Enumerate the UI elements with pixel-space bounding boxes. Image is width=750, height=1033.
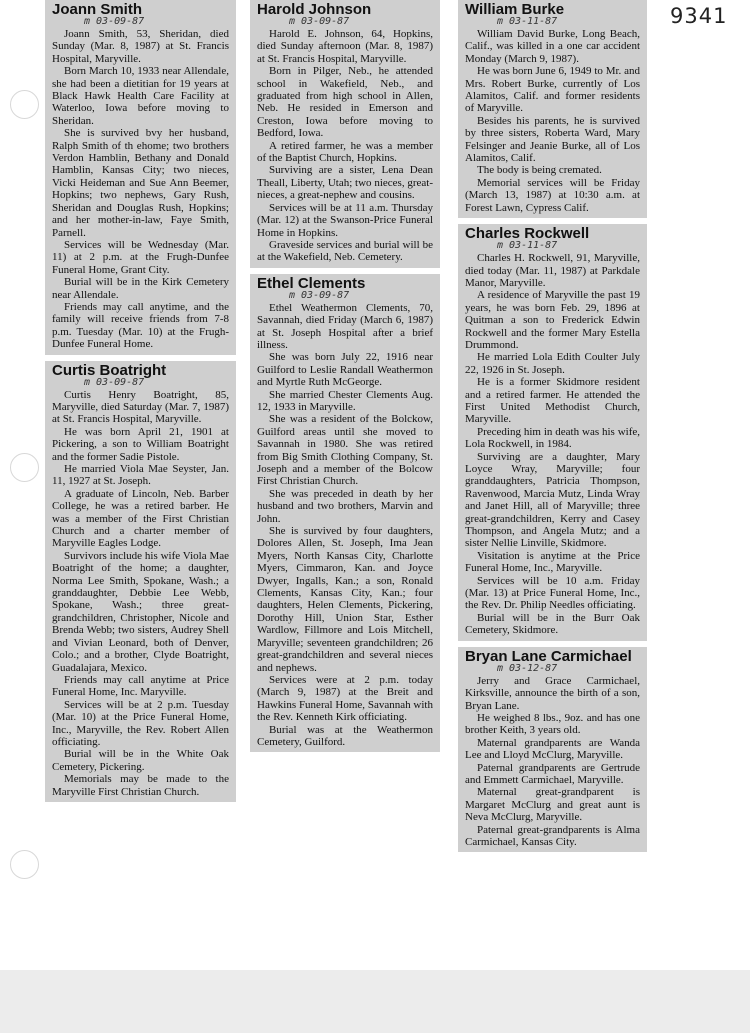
binder-hole-middle (10, 453, 39, 482)
clipping-paragraph: She married Chester Clements Aug. 12, 1933 in Maryville. (257, 388, 433, 413)
clipping-paragraph: Surviving are a daughter, Mary Loyce Wray, Maryville; four granddaughters, Patricia Thompson, Ravenwood, Marcia Mutz, Linda Wray and Janet Hill, all of Maryville; three great-grandchildren, Kerry and Casey Thompson, and Angela Mutz; and a sister Nellie Linville, Skidmore. (465, 450, 640, 550)
clipping-paragraph: Ethel Weathermon Clements, 70, Savannah, died Friday (March 6, 1987) at St. Joseph Hospital after a brief illness. (257, 301, 433, 351)
clipping-paragraph: Burial will be in the Burr Oak Cemetery, Skidmore. (465, 611, 640, 637)
clipping-paragraph: Born in Pilger, Neb., he attended school in Wakefield, Neb., and graduated from high school in Allen, Neb. He resided in Emerson and Creston, Iowa before moving to Bedford, Iowa. (257, 65, 433, 140)
clipping-title: Charles Rockwell (465, 225, 590, 243)
clipping-paragraph: Preceding him in death was his wife, Lola Rockwell, in 1984. (465, 425, 640, 451)
clipping-paragraph: She was born July 22, 1916 near Guilford to Leslie Randall Weathermon and Myrtle Ruth McGeorge. (257, 351, 433, 389)
page-number: 9341 (670, 4, 728, 28)
clipping-paragraph: He was born June 6, 1949 to Mr. and Mrs. Robert Burke, currently of Los Alamitos, Calif. and former residents of Maryville. (465, 65, 640, 115)
clipping-paragraph: Harold E. Johnson, 64, Hopkins, died Sunday afternoon (Mar. 8, 1987) at St. Francis Hospital, Maryville. (257, 28, 433, 65)
clipping-paragraph: He married Viola Mae Seyster, Jan. 11, 1927 at St. Joseph. (52, 463, 229, 488)
obituary-clipping (458, 647, 647, 853)
obituary-clipping (458, 224, 647, 641)
clipping-paragraph: Visitation is anytime at the Price Funeral Home, Inc., Maryville. (465, 549, 640, 575)
clipping-paragraph: Maternal great-grandparent is Margaret McClurg and great aunt is Neva McClurg, Maryville. (465, 786, 640, 824)
clipping-paragraph: Paternal great-grandparents is Alma Carmichael, Kansas City. (465, 823, 640, 848)
clipping-paragraph: He is a former Skidmore resident and a retired farmer. He attended the First United Methodist Church, Maryville. (465, 376, 640, 426)
clipping-paragraph: Memorial services will be Friday (March 13, 1987) at 10:30 a.m. at Forest Lawn, Cypress Calif. (465, 176, 640, 214)
clipping-paragraph: Friends may call anytime, and the family will receive friends from 7-8 p.m. Tuesday (Mar. 10) at the Frugh-Dunfee Funeral Home. (52, 300, 229, 351)
handwritten-date: m 03-09-87 (84, 376, 145, 388)
obituary-clipping (250, 274, 440, 753)
handwritten-date: m 03-12-87 (497, 662, 558, 674)
clipping-title: Curtis Boatright (52, 361, 167, 379)
clipping-paragraph: Surviving are a sister, Lena Dean Theall, Liberty, Utah; two nieces, great-nieces, a great-nephew and cousins. (257, 164, 433, 202)
handwritten-date: m 03-11-87 (497, 240, 558, 252)
scan-bottom-edge (0, 970, 750, 1033)
clipping-paragraph: Paternal grandparents are Gertrude and Emmett Carmichael, Maryville. (465, 761, 640, 786)
clipping-paragraph: A retired farmer, he was a member of the Baptist Church, Hopkins. (257, 139, 433, 165)
clipping-paragraph: Curtis Henry Boatright, 85, Maryville, died Saturday (Mar. 7, 1987) at St. Francis Hospital, Maryville. (52, 388, 229, 426)
clipping-paragraph: William David Burke, Long Beach, Calif., was killed in a one car accident Monday (March 9, 1987). (465, 28, 640, 65)
clipping-title: William Burke (465, 1, 565, 18)
clipping-paragraph: Services will be Wednesday (Mar. 11) at 2 p.m. at the Frugh-Dunfee Funeral Home, Grant City. (52, 238, 229, 276)
clipping-paragraph: Services will be at 2 p.m. Tuesday (Mar. 10) at the Price Funeral Home, Inc., Maryville, the Rev. Robert Allen officiating. (52, 698, 229, 748)
clipping-paragraph: Friends may call anytime at Price Funeral Home, Inc. Maryville. (52, 673, 229, 699)
clipping-paragraph: Burial will be in the White Oak Cemetery, Pickering. (52, 748, 229, 773)
clipping-paragraph: Memorials may be made to the Maryville First Christian Church. (52, 773, 229, 798)
clipping-paragraph: Survivors include his wife Viola Mae Boatright of the home; a daughter, Norma Lee Smith, Spokane, Wash.; a granddaughter, Debbie Lee Webb, Spokane, Wash.; three great-grandchildren, Christopher, Nicole and Brenda Webb; two sisters, Audrey Shell and Vivian Leonard, both of Denver, Colo.; and a brother, Clyde Boatright, Guadalajara, Mexico. (52, 549, 229, 674)
clipping-paragraph: Charles H. Rockwell, 91, Maryville, died today (Mar. 11, 1987) at Parkdale Manor, Maryville. (465, 252, 640, 289)
clipping-paragraph: She is survived by four daughters, Dolores Allen, St. Joseph, Ima Jean Myers, North Kansas City, Charlotte Myers, Cimmaron, Kan. and Joyce Dwyer, Ingalls, Kan.; a son, Ronald Clements, Kansas City, Kan.; four daughters, Helen Clements, Pickering, Dorothy Hill, Union Star, Esther Wardlow, Fillmore and Lois Mitchell, Maryville; seventeen grandchildren; 26 great-grandchildren and several nieces and nephews. (257, 525, 433, 674)
clipping-paragraph: Maternal grandparents are Wanda Lee and Lloyd McClurg, Maryville. (465, 736, 640, 762)
column-2 (250, 0, 440, 758)
obituary-clipping (250, 0, 440, 268)
clipping-paragraph: She is survived bvy her husband, Ralph Smith of th ehome; two brothers Verdon Hamblin, Bethany and Donald Hamblin, Kansas City; two nieces, Vicki Heideman and Sue Ann Beemer, Hopkins; two nephews, Gary Rush, Sheridan and Douglas Rush, Hopkins; and her mother-in-law, Faye Smith, Parnell. (52, 127, 229, 239)
handwritten-date: m 03-11-87 (497, 16, 558, 27)
column-3 (458, 0, 647, 858)
handwritten-date: m 03-09-87 (84, 16, 145, 27)
clipping-paragraph: Joann Smith, 53, Sheridan, died Sunday (Mar. 8, 1987) at St. Francis Hospital, Maryville. (52, 28, 229, 65)
handwritten-date: m 03-09-87 (289, 289, 350, 301)
obituary-clipping (458, 0, 647, 218)
clipping-paragraph: A residence of Maryville the past 19 years, he was born Feb. 29, 1896 at Quitman a son to Frederick Edwin Rockwell and the former Mary Estella Drummond. (465, 289, 640, 351)
clipping-paragraph: Graveside services and burial will be at the Wakefield, Neb. Cemetery. (257, 238, 433, 264)
clipping-title: Joann Smith (52, 1, 143, 18)
clipping-paragraph: He weighed 8 lbs., 9oz. and has one brother Keith, 3 years old. (465, 711, 640, 737)
clipping-paragraph: A graduate of Lincoln, Neb. Barber College, he was a retired barber. He was a member of the First Christian Church and a charter member of Maryville Eagles Lodge. (52, 487, 229, 550)
clipping-title: Ethel Clements (257, 274, 366, 292)
binder-hole-bottom (10, 850, 39, 879)
clipping-paragraph: Besides his parents, he is survived by three sisters, Roberta Ward, Mary Felsinger and Jeanie Burke, all of Los Alamitos, Calif. (465, 114, 640, 165)
clipping-paragraph: She was preceded in death by her husband and two brothers, Marvin and John. (257, 487, 433, 525)
clipping-paragraph: She was a resident of the Bolckow, Guilford areas until she moved to Savannah in 1980. She was retired from Big Smith Clothing Company, St. Joseph and a member of the Bolcow First Christian Church. (257, 413, 433, 488)
obituary-clipping (45, 361, 236, 802)
clipping-paragraph: Jerry and Grace Carmichael, Kirksville, announce the birth of a son, Bryan Lane. (465, 674, 640, 712)
clipping-paragraph: Burial will be in the Kirk Cemetery near Allendale. (52, 276, 229, 301)
clipping-paragraph: Services will be 10 a.m. Friday (Mar. 13) at Price Funeral Home, Inc., the Rev. Dr. Philip Needles officiating. (465, 574, 640, 612)
obituary-clipping (45, 0, 236, 355)
clipping-paragraph: Born March 10, 1933 near Allendale, she had been a dietitian for 19 years at Black Hawk Health Care Facility at Waterloo, Iowa before moving to Sheridan. (52, 65, 229, 127)
clipping-paragraph: Services will be at 11 a.m. Thursday (Mar. 12) at the Swanson-Price Funeral Home in Hopkins. (257, 201, 433, 239)
clipping-title: Harold Johnson (257, 1, 372, 18)
handwritten-date: m 03-09-87 (289, 16, 350, 27)
binder-hole-top (10, 90, 39, 119)
clipping-paragraph: Services were at 2 p.m. today (March 9, 1987) at the Breit and Hawkins Funeral Home, Savannah with the Rev. Kenneth Kirk officiating. (257, 673, 433, 724)
clipping-paragraph: Burial was at the Weathermon Cemetery, Guilford. (257, 723, 433, 748)
clipping-paragraph: He was born April 21, 1901 at Pickering, a son to William Boatright and the former Sadie Pistole. (52, 425, 229, 463)
clipping-title: Bryan Lane Carmichael (465, 647, 632, 665)
clipping-paragraph: He married Lola Edith Coulter July 22, 1926 in St. Joseph. (465, 351, 640, 376)
column-1 (45, 0, 236, 808)
clipping-paragraph: The body is being cremated. (477, 164, 602, 177)
